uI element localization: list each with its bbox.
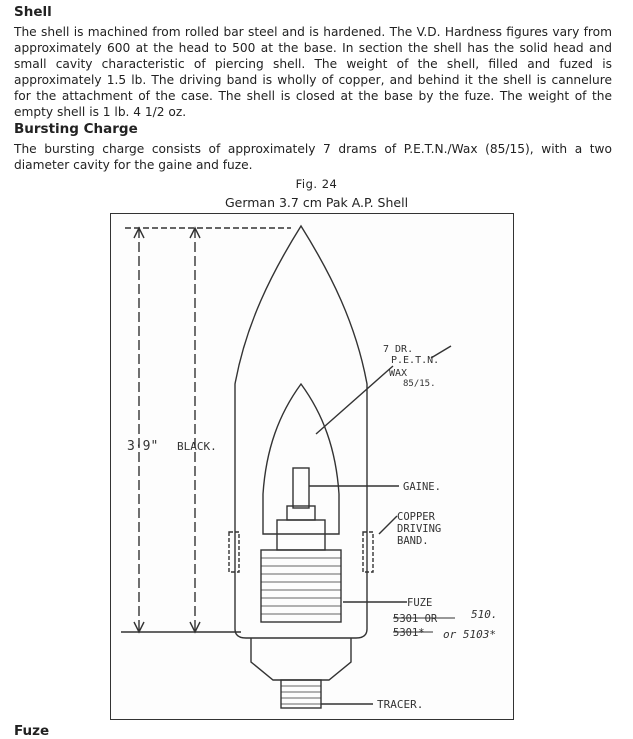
shell-drawing xyxy=(111,214,514,720)
black-label: BLACK. xyxy=(177,440,217,453)
driving-band-right xyxy=(363,532,373,572)
fuze-number-2-alt: or 5103* xyxy=(443,628,496,641)
dimension-label: 3·9" xyxy=(127,439,159,454)
figure-number: Fig. 24 xyxy=(295,177,338,191)
bursting-charge-heading: Bursting Charge xyxy=(14,121,138,137)
petn-label-1: 7 DR. xyxy=(383,344,414,355)
fuze-body xyxy=(261,550,341,622)
petn-label-3: WAX xyxy=(389,368,408,379)
fuze-number-1-alt: 510. xyxy=(471,608,498,621)
fuze-number-1: 5301 OR xyxy=(393,613,438,625)
bursting-charge-paragraph: The bursting charge consists of approximately 7 drams of P.E.T.N./Wax (85/15), with a two diameter cavity for the gaine and fuze. xyxy=(14,142,612,172)
copper-label-1: COPPER xyxy=(397,511,435,523)
shell-base xyxy=(251,638,351,680)
petn-label-4: 85/15. xyxy=(403,379,436,389)
cavity-outline xyxy=(263,384,339,534)
copper-label-2: DRIVING xyxy=(397,523,442,535)
petn-label-2: P.E.T.N. xyxy=(391,355,440,366)
copper-leader xyxy=(379,516,397,534)
shell-heading: Shell xyxy=(14,4,52,20)
shell-diagram xyxy=(110,213,514,720)
fuze-number-2: 5301* xyxy=(393,627,425,639)
shell-paragraph: The shell is machined from rolled bar steel and is hardened. The V.D. Hardness figures vary from approximately 600 at the head to 500 at the base. In section the shell has the solid head and small cavity characteristic of piercing shell. The weight of the shell, filled and fuzed is approximately 1.5 lb. The driving band is wholly of copper, and behind it the shell is cannelure for the attachment of the case. The shell is closed at the base by the fuze. The weight of the empty shell is 1 lb. 4 1/2 oz. xyxy=(14,25,612,119)
driving-band-left xyxy=(229,532,239,572)
gaine xyxy=(293,468,309,508)
fuze-heading: Fuze xyxy=(14,723,50,739)
tracer-label: TRACER. xyxy=(377,698,424,711)
gaine-label: GAINE. xyxy=(403,481,441,493)
shell-outline xyxy=(235,226,367,638)
figure-title: German 3.7 cm Pak A.P. Shell xyxy=(224,195,409,210)
copper-label-3: BAND. xyxy=(397,535,429,547)
petn-leader xyxy=(316,366,393,434)
fuze-label: FUZE xyxy=(407,597,433,609)
